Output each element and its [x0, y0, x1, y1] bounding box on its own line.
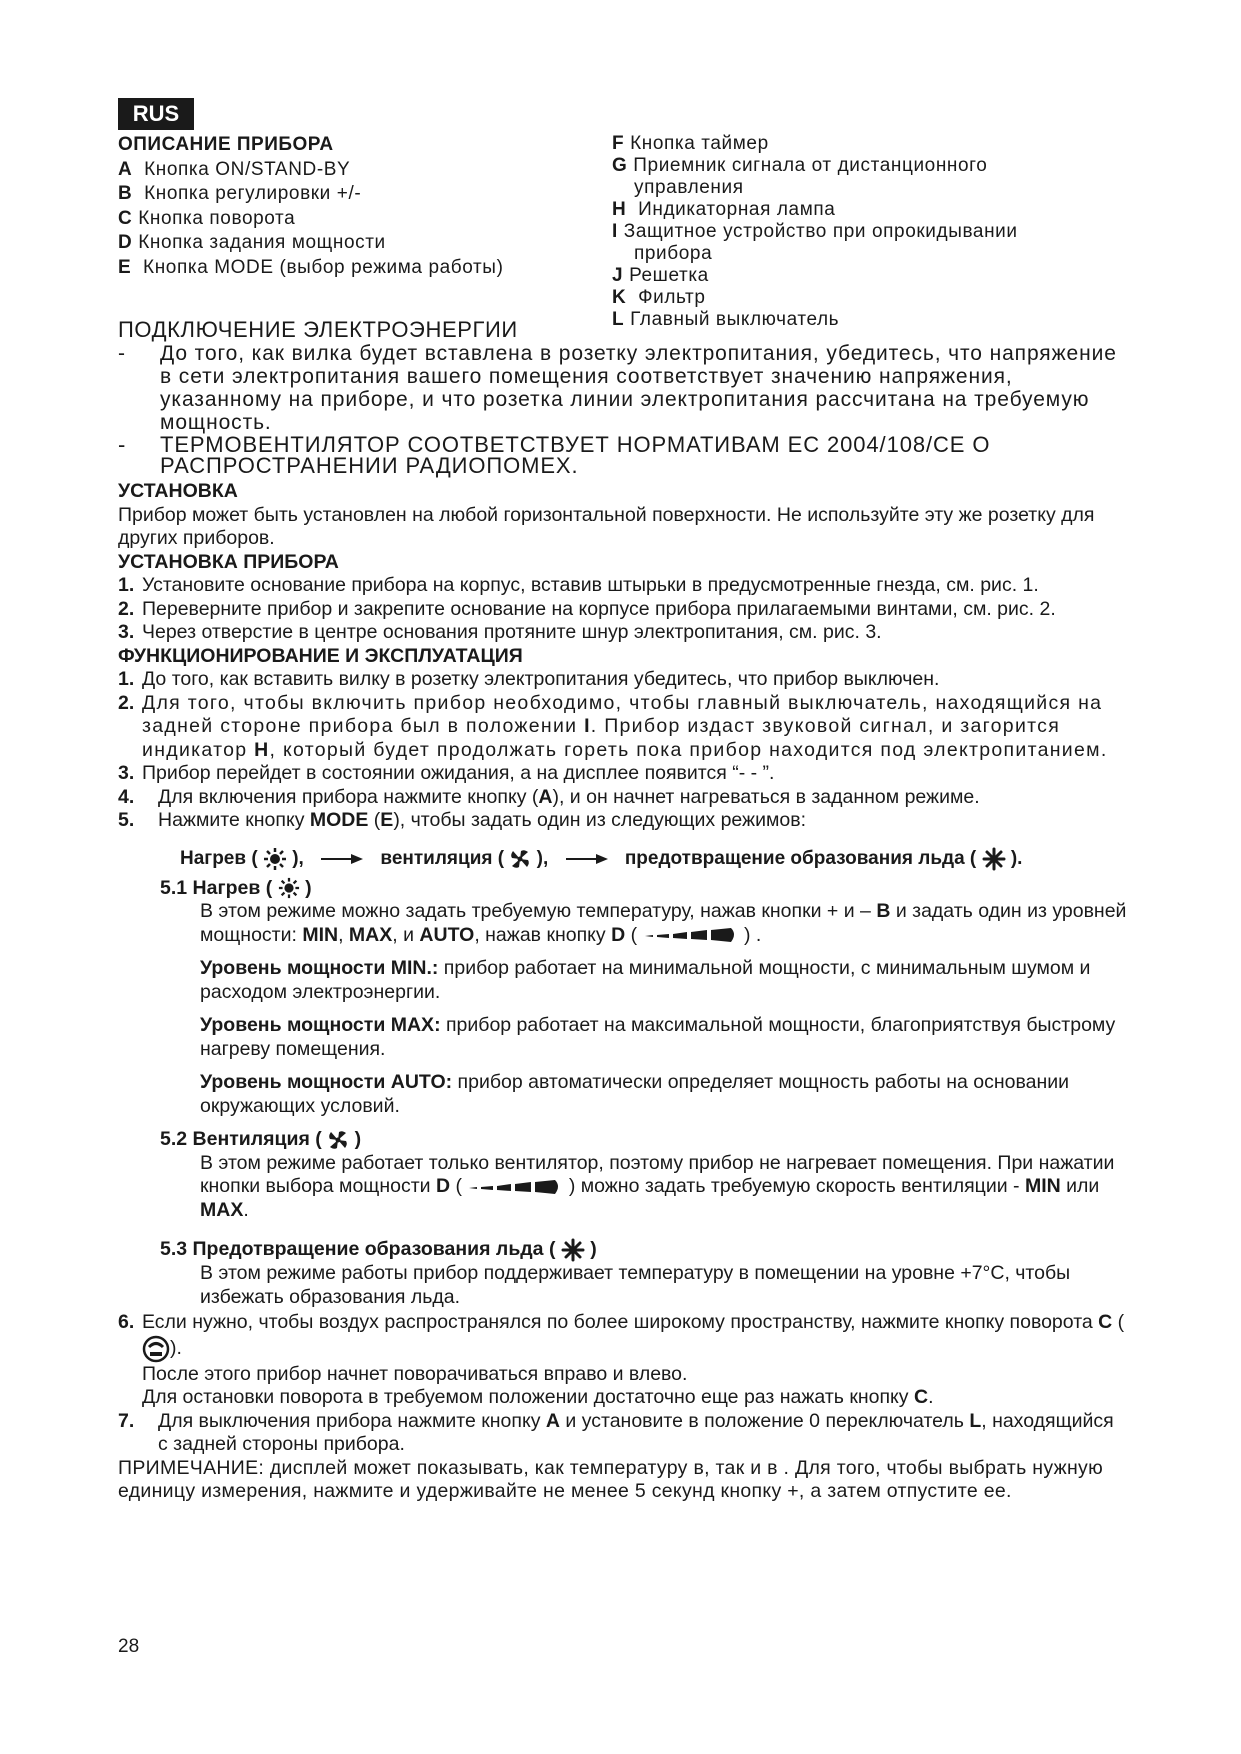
min-level-text: Уровень мощности MIN.: прибор работает на минимальной мощности, с минимальным шумом и расходом электроэнергии. — [200, 957, 1091, 1003]
page-number: 28 — [118, 1636, 140, 1657]
desc-item-k: K Фильтр — [612, 287, 706, 308]
desc-item-d: D Кнопка задания мощности — [118, 232, 386, 253]
power-level-icon — [643, 927, 739, 943]
auto-level-text: Уровень мощности AUTO: прибор автоматически определяет мощность работы на основании окружающих условий. — [200, 1071, 1070, 1117]
desc-item-j: J Решетка — [612, 265, 709, 286]
operation-step-4: 4. Для включения прибора нажмите кнопку (A), и он начнет нагреваться в заданном режиме. — [118, 785, 980, 808]
desc-item-l: L Главный выключатель — [612, 309, 840, 330]
description-title: ОПИСАНИЕ ПРИБОРА — [118, 134, 334, 155]
install-step-3: 3. Через отверстие в центре основания протяните шнур электропитания, см. рис. 3. — [118, 621, 882, 643]
desc-item-h: H Индикаторная лампа — [612, 199, 836, 220]
install-step-2: 2. Переверните прибор и закрепите основание на корпусе прибора прилагаемыми винтами, см. рис. 2. — [118, 597, 1056, 620]
max-level-text: Уровень мощности MAX: прибор работает на максимальной мощности, благоприятствуя быстрому нагреву помещения. — [200, 1014, 1116, 1060]
install-step-1: 1. Установите основание прибора на корпус, вставив штырьки в предусмотренные гнезда, см. рис. 1. — [118, 574, 1039, 596]
sun-icon — [263, 847, 287, 871]
operation-step-5: 5. Нажмите кнопку MODE (E), чтобы задать один из следующих режимов: — [118, 809, 807, 831]
desc-item-e: E Кнопка MODE (выбор режима работы) — [118, 256, 504, 278]
mode-5-2-title: 5.2 Вентиляция ( ) — [160, 1128, 362, 1150]
snowflake-icon — [982, 847, 1006, 871]
note-text: ПРИМЕЧАНИЕ: дисплей может показывать, как температуру в, так и в . Для того, чтобы выбрать нужную единицу измерения, нажмите и удерживайте не менее 5 секунд кнопку +, а затем отпустите ее. — [118, 1456, 1104, 1502]
modes-line: Нагрев ( ), вентиляция ( ), предотвращение образования льда ( ). — [180, 847, 1023, 869]
operation-step-7: 7. Для выключения прибора нажмите кнопку A и установите в положение 0 переключатель L, находящийся с задней стороны прибора. — [118, 1409, 1114, 1455]
fan-icon — [327, 1129, 349, 1151]
operation-step-6: 6. Если нужно, чтобы воздух распространялся по более широкому пространству, нажмите кнопку поворота C (). После этого прибор начнет поворачиваться вправо и влево. Для остановки поворота в требуемом положении достаточно еще раз нажать кнопку C. — [118, 1311, 1125, 1408]
power-level-icon — [467, 1179, 563, 1195]
rotation-icon — [142, 1335, 170, 1363]
operation-step-2: 2. Для того, чтобы включить прибор необходимо, чтобы главный выключатель, находящийся на задней стороне прибора был в положении I. Прибор издаст звуковой сигнал, и загорится индикатор H, который будет продолжать гореть пока прибор находится под электропитанием. — [118, 691, 1108, 761]
mode-5-3-text: В этом режиме работы прибор поддерживает температуру в помещении на уровне +7°C, чтобы избежать образования льда. — [200, 1262, 1071, 1308]
operation-step-3: 3. Прибор перейдет в состоянии ожидания, а на дисплее появится “- - ”. — [118, 762, 775, 784]
main-content — [118, 318, 1128, 1504]
install-title: УСТАНОВКА — [118, 480, 238, 502]
power-item-2: - ТЕРМОВЕНТИЛЯТОР СООТВЕТСТВУЕТ НОРМАТИВАМ ЕС 2004/108/СЕ О РАСПРОСТРАНЕНИИ РАДИОПОМЕХ. — [118, 432, 991, 478]
mode-5-2-text: В этом режиме работает только вентилятор, поэтому прибор не нагревает помещения. При нажатии кнопки выбора мощности D ( ) можно задать требуемую скорость вентиляции - MIN или MAX. — [200, 1151, 1115, 1221]
mode-5-3-title: 5.3 Предотвращение образования льда ( ) — [160, 1238, 597, 1261]
operation-title: ФУНКЦИОНИРОВАНИЕ И ЭКСПЛУАТАЦИЯ — [118, 644, 523, 667]
sun-icon — [278, 877, 300, 899]
desc-item-b: B Кнопка регулировки +/- — [118, 183, 362, 204]
mode-5-1-text: В этом режиме можно задать требуемую температуру, нажав кнопки + и – B и задать один из уровней мощности: MIN, MAX, и AUTO, нажав кнопку D ( ) . — [200, 900, 1127, 946]
desc-item-c: C Кнопка поворота — [118, 207, 296, 229]
arrow-right-icon — [566, 852, 608, 866]
operation-step-1: 1. До того, как вставить вилку в розетку электропитания убедитесь, что прибор выключен. — [118, 668, 940, 690]
desc-item-f: F Кнопка таймер — [612, 133, 769, 154]
desc-item-g-cont: управления — [634, 177, 744, 198]
desc-item-a: A Кнопка ON/STAND-BY — [118, 158, 351, 180]
desc-item-i-cont: прибора — [634, 243, 713, 264]
description-left — [118, 133, 588, 280]
power-title: ПОДКЛЮЧЕНИЕ ЭЛЕКТРОЭНЕРГИИ — [118, 317, 518, 342]
arrow-right-icon — [321, 852, 363, 866]
desc-item-g: G Приемник сигнала от дистанционного — [612, 155, 988, 176]
power-item-1: - До того, как вилка будет вставлена в розетку электропитания, убедитесь, что напряжение в сети электропитания вашего помещения соответствует значению напряжения, указанному на приборе, и что розетка линии электропитания рассчитана на требуемую мощность. — [118, 342, 1117, 434]
fan-icon — [509, 848, 531, 870]
install-device-title: УСТАНОВКА ПРИБОРА — [118, 550, 339, 573]
language-badge: RUS — [118, 98, 194, 130]
mode-5-1-title: 5.1 Нагрев ( ) — [160, 876, 312, 899]
desc-item-i: I Защитное устройство при опрокидывании — [612, 221, 1018, 242]
description-right — [612, 133, 1132, 331]
snowflake-icon — [561, 1238, 585, 1262]
install-text: Прибор может быть установлен на любой горизонтальной поверхности. Не используйте эту же розетку для других приборов. — [118, 503, 1095, 549]
